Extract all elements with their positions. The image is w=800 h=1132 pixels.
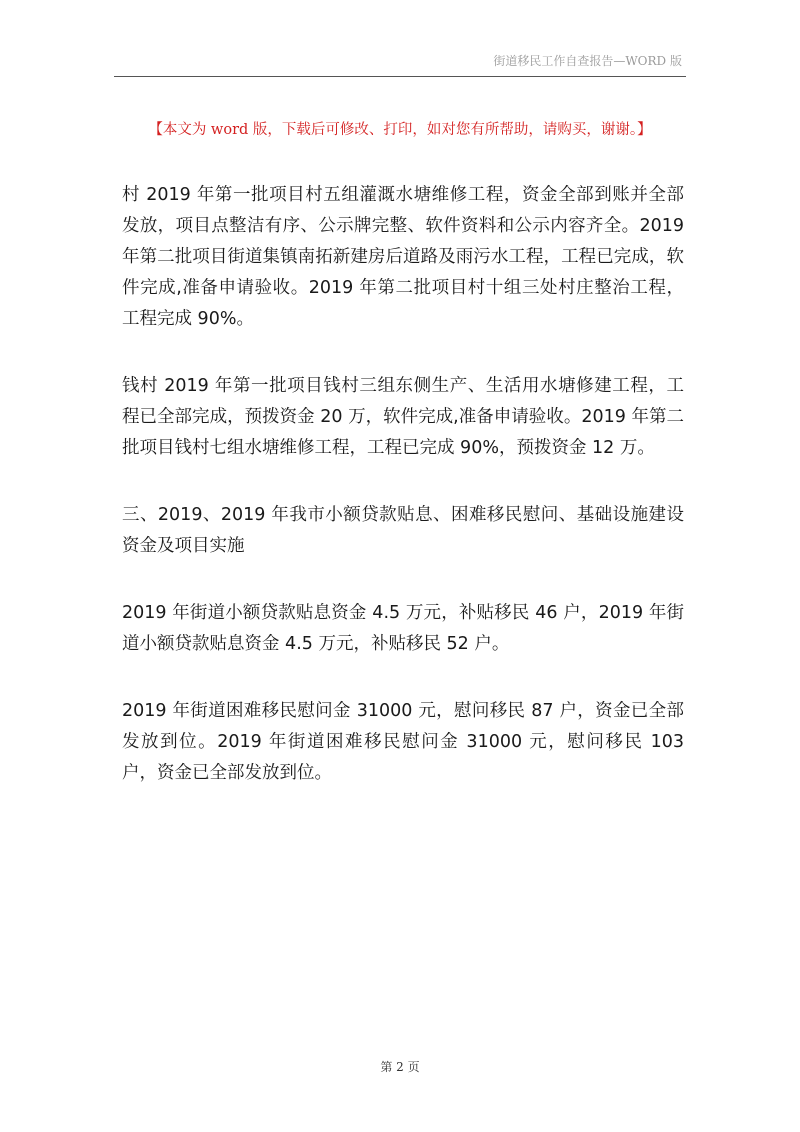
- section-heading-three: 三、2019、2019 年我市小额贷款贴息、困难移民慰问、基础设施建设资金及项目实施: [122, 505, 684, 556]
- paragraph-loan-subsidy: 2019 年街道小额贷款贴息资金 4.5 万元，补贴移民 46 户，2019 年街道小额贷款贴息资金 4.5 万元，补贴移民 52 户。: [122, 603, 684, 654]
- paragraph-hardship-relief: 2019 年街道困难移民慰问金 31000 元，慰问移民 87 户，资金已全部发放到位。2019 年街道困难移民慰问金 31000 元，慰问移民 103 户，资金已全部发放到位。: [122, 701, 684, 783]
- paragraph-qian-village-projects: 钱村 2019 年第一批项目钱村三组东侧生产、生活用水塘修建工程，工程已全部完成，预拨资金 20 万，软件完成,准备申请验收。2019 年第二批项目钱村七组水塘维修工程，工程已完成 90%，预拨资金 12 万。: [122, 376, 684, 458]
- purchase-notice: 【本文为 word 版，下载后可修改、打印，如对您有所帮助，请购买，谢谢。】: [148, 122, 652, 138]
- page-number: 第 2 页: [380, 1060, 420, 1074]
- paragraph-village-projects: 村 2019 年第一批项目村五组灌溉水塘维修工程，资金全部到账并全部发放，项目点整洁有序、公示牌完整、软件资料和公示内容齐全。2019 年第二批项目街道集镇南拓新建房后道路及雨污水工程，工程已完成，软件完成,准备申请验收。2019 年第二批项目村十组三处村庄整治工程，工程完成 90%。: [122, 185, 684, 329]
- header-divider: [114, 76, 686, 77]
- header-title: 街道移民工作自查报告—WORD 版: [493, 54, 682, 68]
- document-body: [122, 180, 684, 825]
